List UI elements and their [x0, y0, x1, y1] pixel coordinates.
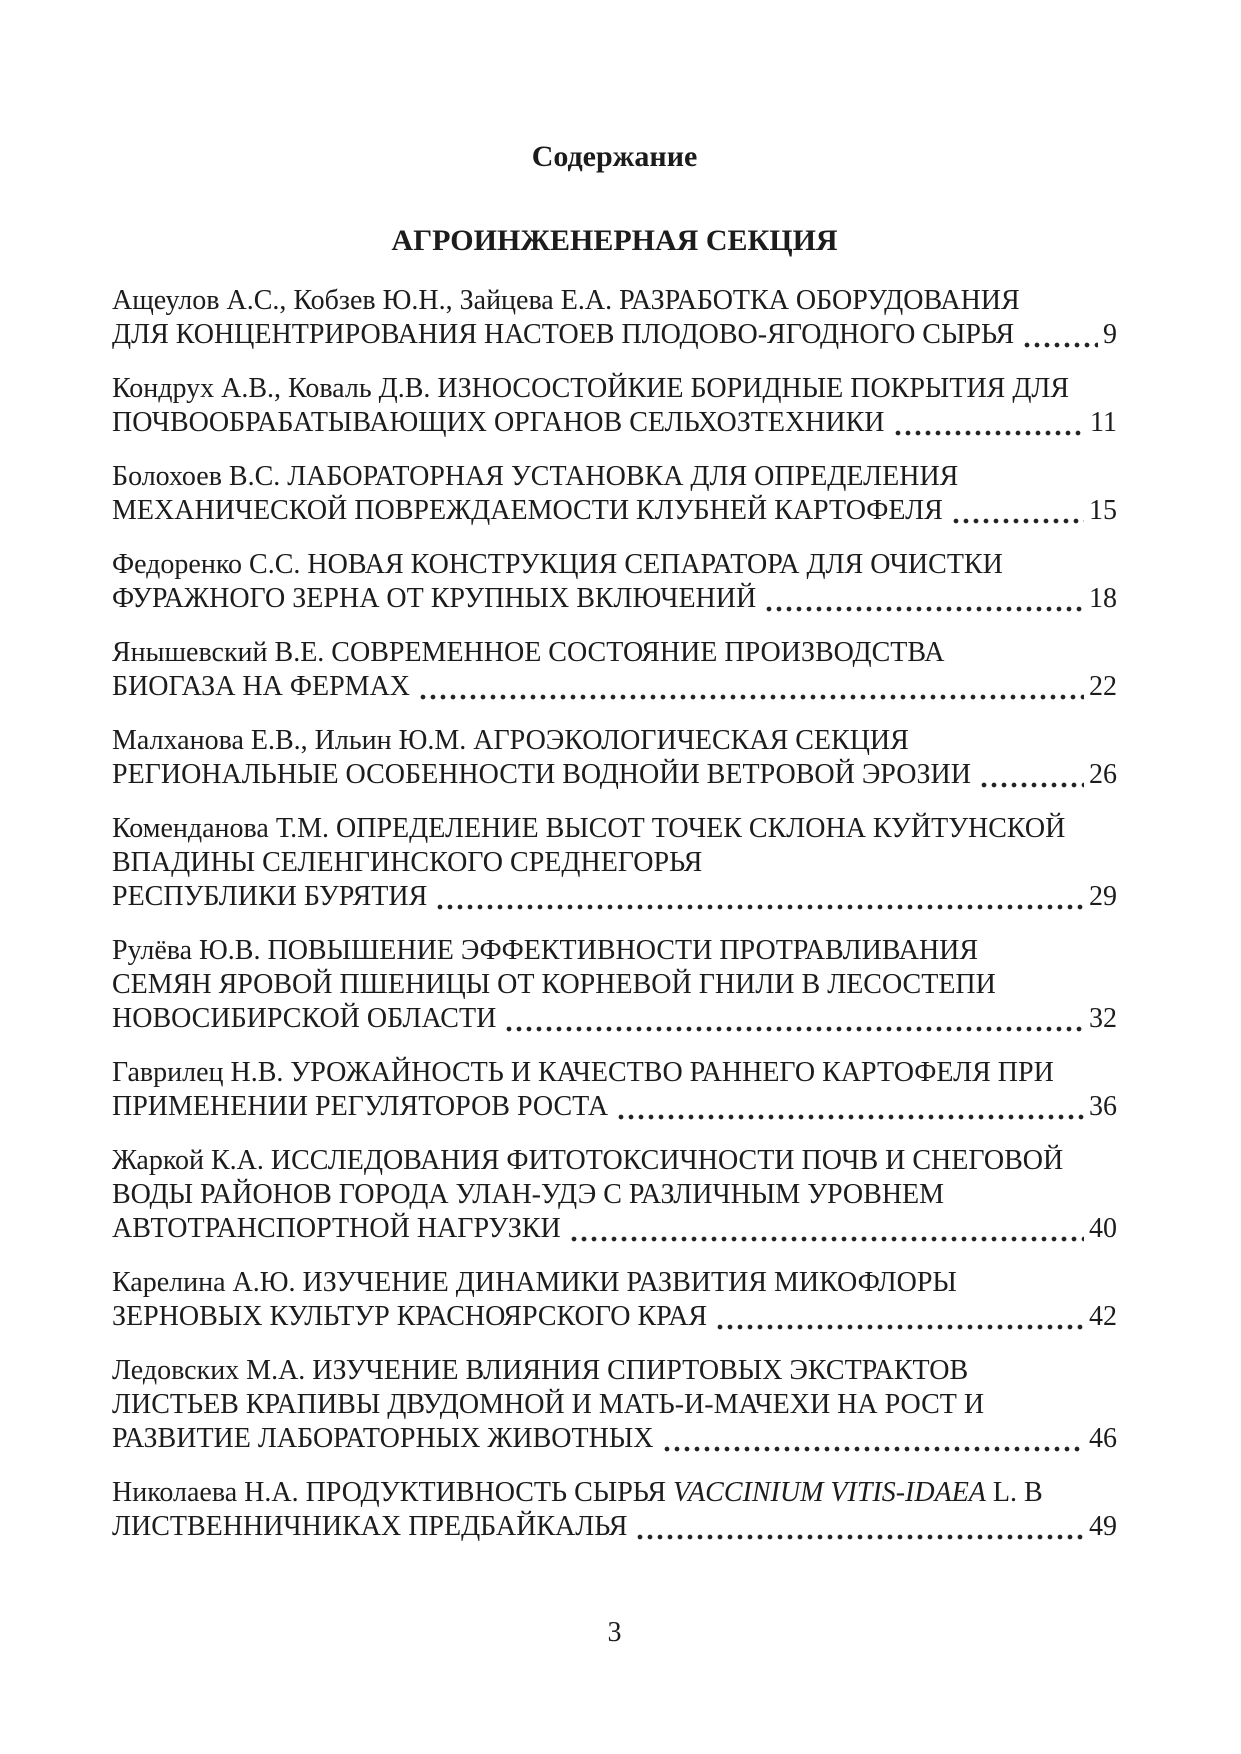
entry-line-text: ПРИМЕНЕНИИ РЕГУЛЯТОРОВ РОСТА — [112, 1091, 609, 1122]
entry-line: ВОДЫ РАЙОНОВ ГОРОДА УЛАН-УДЭ С РАЗЛИЧНЫМ УРОВНЕМ — [112, 1179, 945, 1210]
dot-leader — [951, 518, 1084, 524]
toc-entry — [112, 934, 1117, 1036]
dot-leader — [662, 1446, 1085, 1452]
dot-leader — [616, 1114, 1084, 1120]
entry-page-number: 9 — [1103, 319, 1117, 350]
entry-line: Янышевский В.Е. СОВРЕМЕННОЕ СОСТОЯНИЕ ПРОИЗВОДСТВА — [112, 637, 945, 668]
entry-page-number: 15 — [1089, 495, 1117, 526]
entry-last-line — [112, 880, 1117, 914]
entry-line: Рулёва Ю.В. ПОВЫШЕНИЕ ЭФФЕКТИВНОСТИ ПРОТРАВЛИВАНИЯ — [112, 935, 979, 966]
entry-line-text: РЕГИОНАЛЬНЫЕ ОСОБЕННОСТИ ВОДНОЙИ ВЕТРОВОЙ ЭРОЗИИ — [112, 759, 971, 790]
entry-last-line — [112, 758, 1117, 792]
toc-entry — [112, 284, 1117, 352]
entry-last-line — [112, 670, 1117, 704]
entry-line-text: НОВОСИБИРСКОЙ ОБЛАСТИ — [112, 1003, 497, 1034]
entry-line-text: ПОЧВООБРАБАТЫВАЮЩИХ ОРГАНОВ СЕЛЬХОЗТЕХНИКИ — [112, 407, 885, 438]
entry-line-text: L. В — [985, 1477, 1043, 1508]
entry-line: Ледовских М.А. ИЗУЧЕНИЕ ВЛИЯНИЯ СПИРТОВЫХ ЭКСТРАКТОВ — [112, 1355, 969, 1386]
entry-line: Ащеулов А.С., Кобзев Ю.Н., Зайцева Е.А. РАЗРАБОТКА ОБОРУДОВАНИЯ — [112, 285, 1020, 316]
entry-line-text: АВТОТРАНСПОРТНОЙ НАГРУЗКИ — [112, 1213, 561, 1244]
entry-line: Кондрух А.В., Коваль Д.В. ИЗНОСОСТОЙКИЕ БОРИДНЫЕ ПОКРЫТИЯ ДЛЯ — [112, 373, 1070, 404]
section-heading: АГРОИНЖЕНЕРНАЯ СЕКЦИЯ — [391, 224, 838, 257]
toc-entry — [112, 1476, 1117, 1544]
entry-last-line — [112, 1090, 1117, 1124]
entry-page-number: 18 — [1089, 583, 1117, 614]
entry-line: СЕМЯН ЯРОВОЙ ПШЕНИЦЫ ОТ КОРНЕВОЙ ГНИЛИ В ЛЕСОСТЕПИ — [112, 969, 996, 1000]
dot-leader — [715, 1324, 1084, 1330]
dot-leader — [635, 1534, 1084, 1540]
entry-last-line — [112, 494, 1117, 528]
entry-line: Коменданова Т.М. ОПРЕДЕЛЕНИЕ ВЫСОТ ТОЧЕК СКЛОНА КУЙТУНСКОЙ — [112, 813, 1066, 844]
entry-line-text: РАЗВИТИЕ ЛАБОРАТОРНЫХ ЖИВОТНЫХ — [112, 1423, 654, 1454]
entry-last-line — [112, 406, 1117, 440]
entry-page-number: 11 — [1090, 407, 1117, 438]
dot-leader — [764, 606, 1084, 612]
entry-last-line — [112, 318, 1117, 352]
dot-leader — [893, 430, 1086, 436]
entry-last-line — [112, 582, 1117, 616]
entry-line: Федоренко С.С. НОВАЯ КОНСТРУКЦИЯ СЕПАРАТОРА ДЛЯ ОЧИСТКИ — [112, 549, 1003, 580]
entry-page-number: 49 — [1089, 1511, 1117, 1542]
toc-entry — [112, 636, 1117, 704]
entry-line: Карелина А.Ю. ИЗУЧЕНИЕ ДИНАМИКИ РАЗВИТИЯ МИКОФЛОРЫ — [112, 1267, 957, 1298]
dot-leader — [1022, 342, 1098, 348]
dot-leader — [979, 782, 1084, 788]
entry-last-line — [112, 1002, 1117, 1036]
entry-page-number: 26 — [1089, 759, 1117, 790]
toc-entry — [112, 1144, 1117, 1246]
entry-line-text: ФУРАЖНОГО ЗЕРНА ОТ КРУПНЫХ ВКЛЮЧЕНИЙ — [112, 583, 757, 614]
toc-entry — [112, 812, 1117, 914]
toc-entry — [112, 724, 1117, 792]
entry-line — [112, 1476, 1117, 1510]
entry-page-number: 40 — [1089, 1213, 1117, 1244]
entry-page-number: 29 — [1089, 881, 1117, 912]
entry-line: Гаврилец Н.В. УРОЖАЙНОСТЬ И КАЧЕСТВО РАННЕГО КАРТОФЕЛЯ ПРИ — [112, 1057, 1054, 1088]
entry-last-line — [112, 1300, 1117, 1334]
toc-entry — [112, 548, 1117, 616]
entry-page-number: 32 — [1089, 1003, 1117, 1034]
page-title: Содержание — [531, 140, 698, 173]
entry-line-text: ЛИСТВЕННИЧНИКАХ ПРЕДБАЙКАЛЬЯ — [112, 1511, 628, 1542]
entry-line: Болохоев В.С. ЛАБОРАТОРНАЯ УСТАНОВКА ДЛЯ ОПРЕДЕЛЕНИЯ — [112, 461, 959, 492]
entry-line: Малханова Е.В., Ильин Ю.М. АГРОЭКОЛОГИЧЕСКАЯ СЕКЦИЯ — [112, 725, 909, 756]
entry-line: ЛИСТЬЕВ КРАПИВЫ ДВУДОМНОЙ И МАТЬ-И-МАЧЕХИ НА РОСТ И — [112, 1389, 985, 1420]
entry-last-line — [112, 1510, 1117, 1544]
entry-line-text-italic: VACCINIUM VITIS-IDAEA — [673, 1477, 986, 1508]
dot-leader — [569, 1236, 1084, 1242]
entry-line: ВПАДИНЫ СЕЛЕНГИНСКОГО СРЕДНЕГОРЬЯ — [112, 847, 703, 878]
entry-line-text: БИОГАЗА НА ФЕРМАХ — [112, 671, 411, 702]
entry-line-text: РЕСПУБЛИКИ БУРЯТИЯ — [112, 881, 428, 912]
dot-leader — [435, 904, 1084, 910]
toc-entry — [112, 460, 1117, 528]
dot-leader — [504, 1026, 1084, 1032]
toc-entry — [112, 1056, 1117, 1124]
entry-last-line — [112, 1212, 1117, 1246]
entry-page-number: 42 — [1089, 1301, 1117, 1332]
toc-entry — [112, 372, 1117, 440]
page-number: 3 — [607, 1617, 622, 1648]
entry-page-number: 46 — [1089, 1423, 1117, 1454]
toc-entry — [112, 1266, 1117, 1334]
entry-line-text: ЗЕРНОВЫХ КУЛЬТУР КРАСНОЯРСКОГО КРАЯ — [112, 1301, 708, 1332]
toc-entry — [112, 1354, 1117, 1456]
entry-line: Жаркой К.А. ИССЛЕДОВАНИЯ ФИТОТОКСИЧНОСТИ ПОЧВ И СНЕГОВОЙ — [112, 1145, 1064, 1176]
dot-leader — [418, 694, 1084, 700]
entry-page-number: 22 — [1089, 671, 1117, 702]
entry-last-line — [112, 1422, 1117, 1456]
entry-line-text: ДЛЯ КОНЦЕНТРИРОВАНИЯ НАСТОЕВ ПЛОДОВО-ЯГОДНОГО СЫРЬЯ — [112, 319, 1015, 350]
toc-entries — [112, 284, 1117, 1544]
entry-line-text: Николаева Н.А. ПРОДУКТИВНОСТЬ СЫРЬЯ — [112, 1477, 674, 1508]
entry-line-text: МЕХАНИЧЕСКОЙ ПОВРЕЖДАЕМОСТИ КЛУБНЕЙ КАРТОФЕЛЯ — [112, 495, 943, 526]
entry-page-number: 36 — [1089, 1091, 1117, 1122]
